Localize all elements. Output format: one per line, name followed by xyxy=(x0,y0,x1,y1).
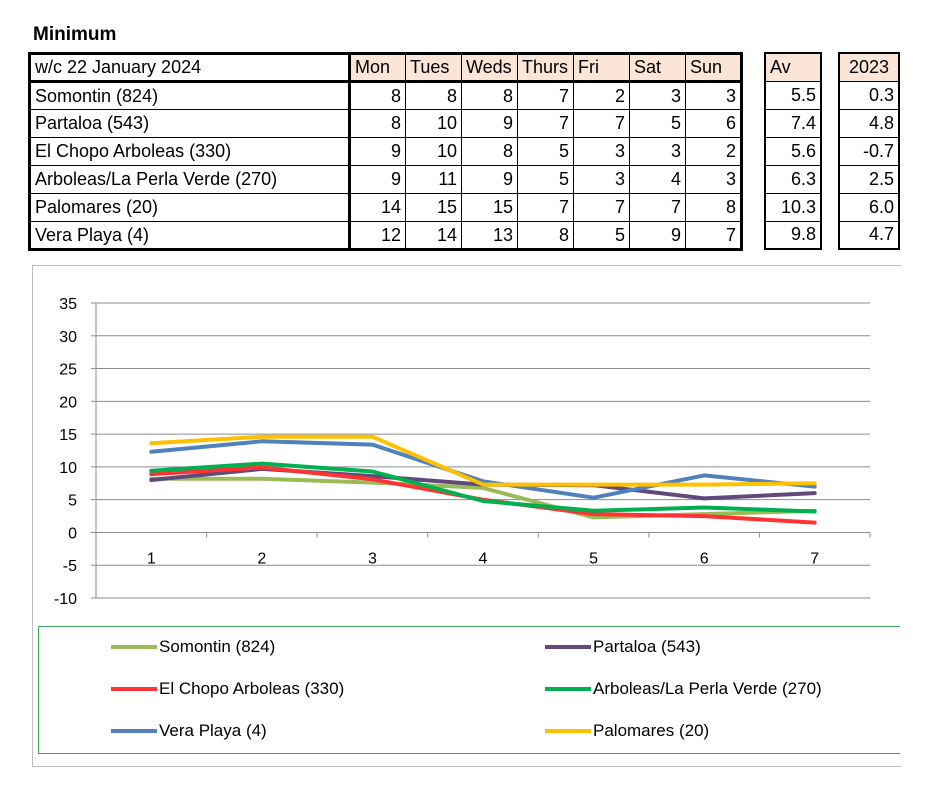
table-cell: 8 xyxy=(462,82,518,110)
table-cell: 14 xyxy=(406,222,462,250)
table-cell: 3 xyxy=(630,138,686,166)
av-cell: 6.3 xyxy=(765,165,821,193)
y-tick-label: -5 xyxy=(62,558,77,576)
legend-item xyxy=(111,721,267,741)
prev-year-cell: 4.8 xyxy=(839,109,899,137)
station-name: Arboleas/La Perla Verde (270) xyxy=(30,166,350,194)
legend-item xyxy=(545,679,822,699)
day-header: Tues xyxy=(406,54,462,82)
y-tick-label: 25 xyxy=(59,361,77,379)
day-header: Fri xyxy=(574,54,630,82)
y-tick-label: 10 xyxy=(59,459,77,477)
legend-swatch xyxy=(111,687,157,691)
prev-year-cell: 4.7 xyxy=(839,221,899,249)
y-tick-label: 5 xyxy=(68,492,77,510)
table-cell: 7 xyxy=(518,110,574,138)
table-cell: 5 xyxy=(630,110,686,138)
table-cell: 8 xyxy=(406,82,462,110)
legend-swatch xyxy=(545,729,591,733)
legend-swatch xyxy=(545,687,591,691)
table-cell: 10 xyxy=(406,110,462,138)
table-cell: 8 xyxy=(686,194,742,222)
x-tick-label: 2 xyxy=(257,550,267,568)
station-name: Vera Playa (4) xyxy=(30,222,350,250)
table-cell: 2 xyxy=(574,82,630,110)
table-cell: 15 xyxy=(462,194,518,222)
legend-label: Vera Playa (4) xyxy=(159,721,267,740)
av-cell: 9.8 xyxy=(765,221,821,249)
table-cell: 2 xyxy=(686,138,742,166)
table-cell: 7 xyxy=(574,110,630,138)
y-tick-label: 35 xyxy=(59,296,77,313)
table-cell: 3 xyxy=(686,166,742,194)
week-label: w/c 22 January 2024 xyxy=(30,54,350,82)
prev-year-cell: -0.7 xyxy=(839,137,899,165)
legend-swatch xyxy=(545,645,591,649)
table-cell: 15 xyxy=(406,194,462,222)
table-cell: 14 xyxy=(350,194,406,222)
table-cell: 12 xyxy=(350,222,406,250)
table-cell: 13 xyxy=(462,222,518,250)
legend-label: Partaloa (543) xyxy=(593,637,701,656)
table-cell: 9 xyxy=(462,110,518,138)
station-name: Palomares (20) xyxy=(30,194,350,222)
station-name: El Chopo Arboleas (330) xyxy=(30,138,350,166)
legend-label: Arboleas/La Perla Verde (270) xyxy=(593,679,822,698)
table-cell: 3 xyxy=(574,138,630,166)
table-cell: 3 xyxy=(686,82,742,110)
y-tick-label: 0 xyxy=(68,525,77,543)
table-cell: 8 xyxy=(350,110,406,138)
day-header: Sat xyxy=(630,54,686,82)
prev-year-header: 2023 xyxy=(839,53,899,81)
station-name: Somontin (824) xyxy=(30,82,350,110)
x-tick-label: 5 xyxy=(589,550,599,568)
table-cell: 8 xyxy=(462,138,518,166)
table-cell: 3 xyxy=(630,82,686,110)
table-cell: 9 xyxy=(630,222,686,250)
av-header: Av xyxy=(765,53,821,81)
legend-label: Palomares (20) xyxy=(593,721,710,740)
table-cell: 5 xyxy=(518,138,574,166)
x-tick-label: 4 xyxy=(478,550,488,568)
table-cell: 4 xyxy=(630,166,686,194)
prev-year-cell: 6.0 xyxy=(839,193,899,221)
table-cell: 7 xyxy=(686,222,742,250)
av-cell: 5.6 xyxy=(765,137,821,165)
day-header: Sun xyxy=(686,54,742,82)
table-cell: 9 xyxy=(350,138,406,166)
y-tick-label: -10 xyxy=(53,591,77,608)
table-cell: 5 xyxy=(518,166,574,194)
x-tick-label: 7 xyxy=(810,550,820,568)
table-cell: 7 xyxy=(574,194,630,222)
x-tick-label: 6 xyxy=(699,550,709,568)
legend-swatch xyxy=(111,645,157,649)
table-cell: 9 xyxy=(350,166,406,194)
table-cell: 9 xyxy=(462,166,518,194)
table-cell: 3 xyxy=(574,166,630,194)
day-header: Thurs xyxy=(518,54,574,82)
legend-item xyxy=(111,637,275,657)
av-cell: 10.3 xyxy=(765,193,821,221)
y-tick-label: 20 xyxy=(59,394,77,412)
table-cell: 5 xyxy=(574,222,630,250)
prev-year-cell: 2.5 xyxy=(839,165,899,193)
legend-item xyxy=(111,679,344,699)
day-header: Weds xyxy=(462,54,518,82)
y-tick-label: 15 xyxy=(59,427,77,445)
chart-legend xyxy=(38,626,900,754)
day-header: Mon xyxy=(350,54,406,82)
table-cell: 7 xyxy=(630,194,686,222)
legend-item xyxy=(545,721,709,741)
av-cell: 5.5 xyxy=(765,81,821,109)
table-cell: 10 xyxy=(406,138,462,166)
x-tick-label: 3 xyxy=(367,550,377,568)
legend-item xyxy=(545,637,701,657)
legend-swatch xyxy=(111,729,157,733)
legend-label: El Chopo Arboleas (330) xyxy=(159,679,345,698)
legend-label: Somontin (824) xyxy=(159,637,276,656)
table-cell: 7 xyxy=(518,82,574,110)
table-cell: 8 xyxy=(350,82,406,110)
table-cell: 7 xyxy=(518,194,574,222)
sheet-title: Minimum xyxy=(33,24,117,45)
table-cell: 11 xyxy=(406,166,462,194)
y-tick-label: 30 xyxy=(59,328,77,346)
table-cell: 6 xyxy=(686,110,742,138)
x-tick-label: 1 xyxy=(146,550,156,568)
table-cell: 8 xyxy=(518,222,574,250)
av-cell: 7.4 xyxy=(765,109,821,137)
prev-year-cell: 0.3 xyxy=(839,81,899,109)
station-name: Partaloa (543) xyxy=(30,110,350,138)
